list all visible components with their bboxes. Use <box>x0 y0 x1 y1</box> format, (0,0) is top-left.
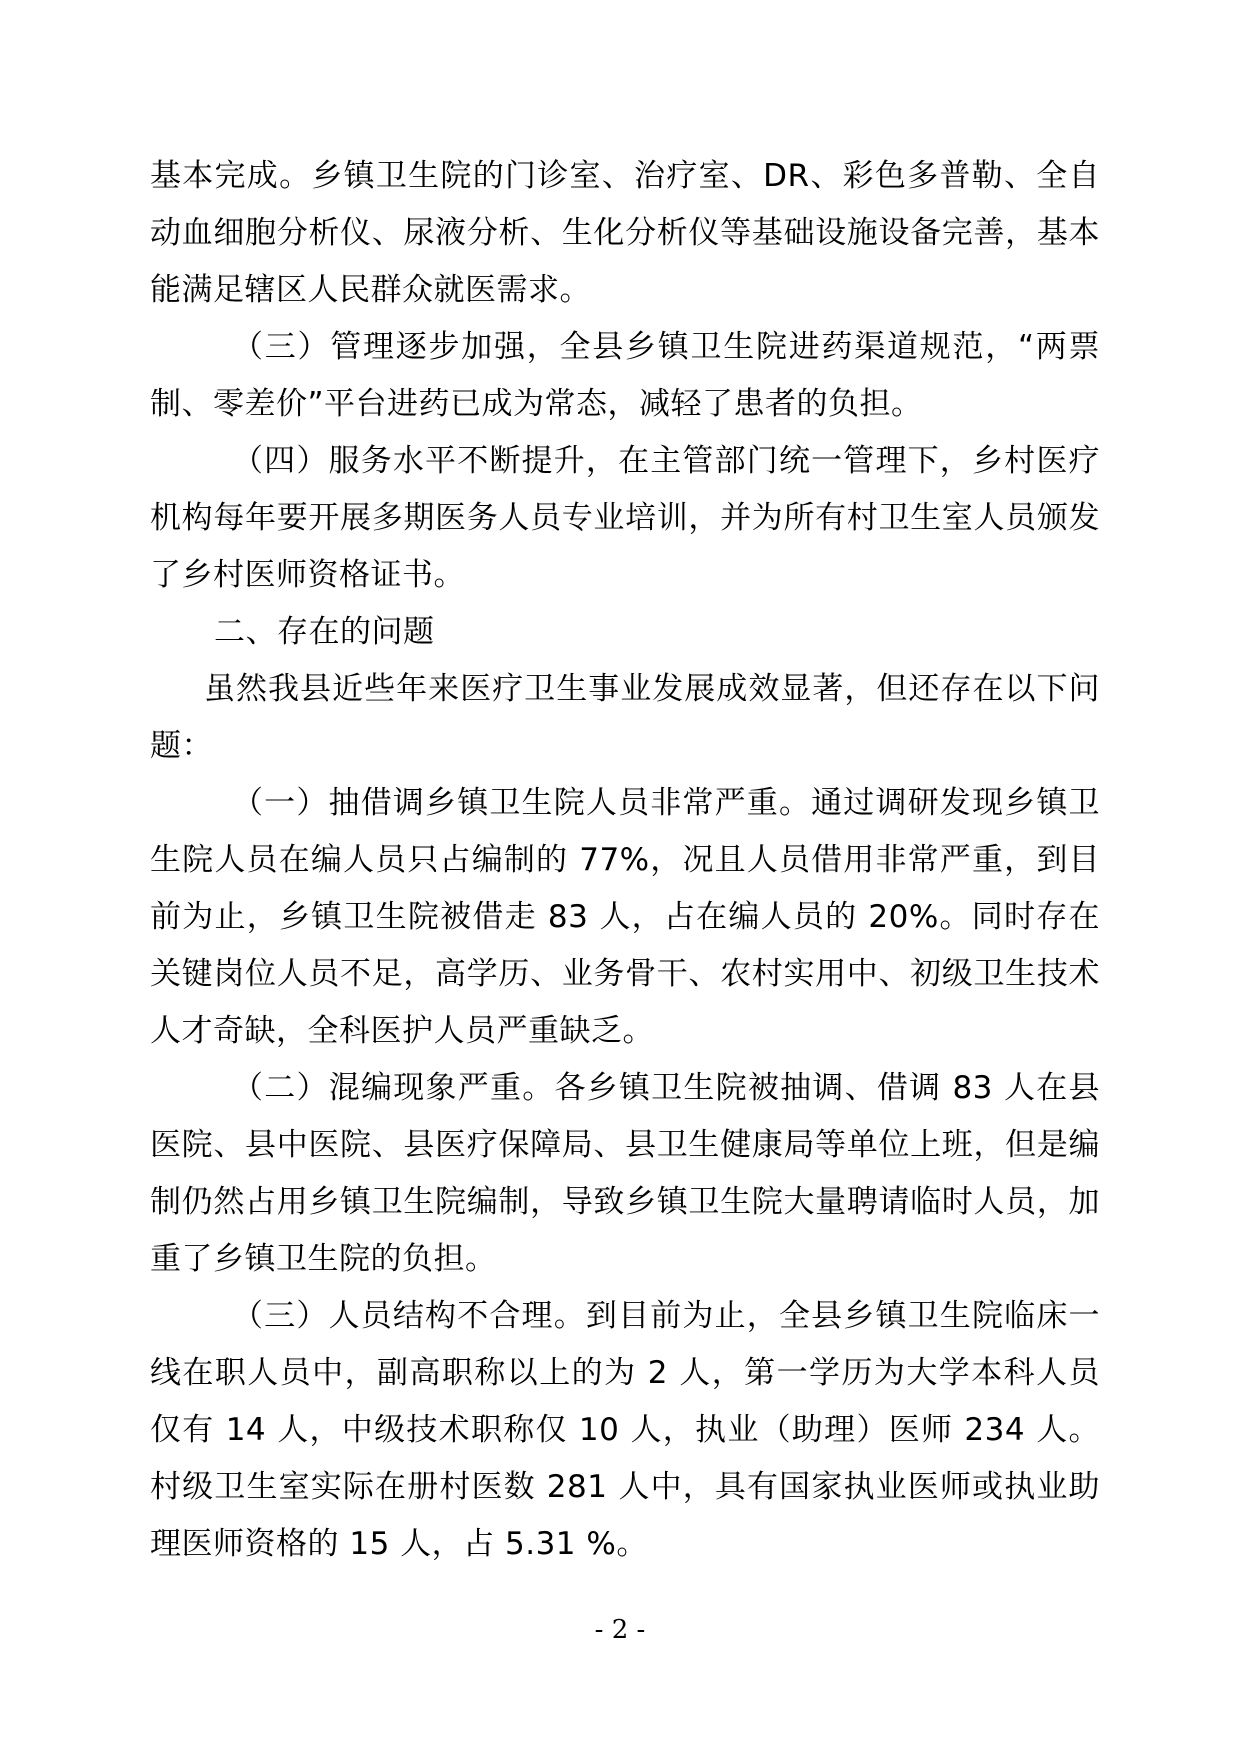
page-number: - 2 - <box>594 1615 646 1645</box>
paragraph-management: （三）管理逐步加强，全县乡镇卫生院进药渠道规范，“两票制、零差价”平台进药已成为常态，减轻了患者的负担。 <box>150 329 1100 422</box>
paragraph-continuation: 基本完成。乡镇卫生院的门诊室、治疗室、DR、彩色多普勒、全自动血细胞分析仪、尿液分析、生化分析仪等基础设施设备完善，基本能满足辖区人民群众就医需求。 <box>150 158 1100 308</box>
paragraph-service: （四）服务水平不断提升，在主管部门统一管理下，乡村医疗机构每年要开展多期医务人员专业培训，并为所有村卫生室人员颁发了乡村医师资格证书。 <box>150 443 1100 593</box>
paragraph-problem-one: （一）抽借调乡镇卫生院人员非常严重。通过调研发现乡镇卫生院人员在编人员只占编制的 77%，况且人员借用非常严重，到目前为止，乡镇卫生院被借走 83 人，占在编人员的 20%。同时存在关键岗位人员不足，高学历、业务骨干、农村实用中、初级卫生技术人才奇缺，全科医护人员严重缺乏。 <box>150 785 1100 1049</box>
paragraph-problem-three: （三）人员结构不合理。到目前为止，全县乡镇卫生院临床一线在职人员中，副高职称以上的为 2 人，第一学历为大学本科人员仅有 14 人，中级技术职称仅 10 人，执业（助理）医师 234 人。村级卫生室实际在册村医数 281 人中，具有国家执业医师或执业助理医师资格的 15 人，占 5.31 %。 <box>150 1298 1100 1562</box>
paragraph-problem-two: （二）混编现象严重。各乡镇卫生院被抽调、借调 83 人在县医院、县中医院、县医疗保障局、县卫生健康局等单位上班，但是编制仍然占用乡镇卫生院编制，导致乡镇卫生院大量聘请临时人员，加重了乡镇卫生院的负担。 <box>150 1070 1100 1277</box>
document-body <box>150 148 1100 1573</box>
paragraph-problems-intro: 虽然我县近些年来医疗卫生事业发展成效显著，但还存在以下问题： <box>150 671 1100 764</box>
section-heading-problems: 二、存在的问题 <box>214 614 435 650</box>
